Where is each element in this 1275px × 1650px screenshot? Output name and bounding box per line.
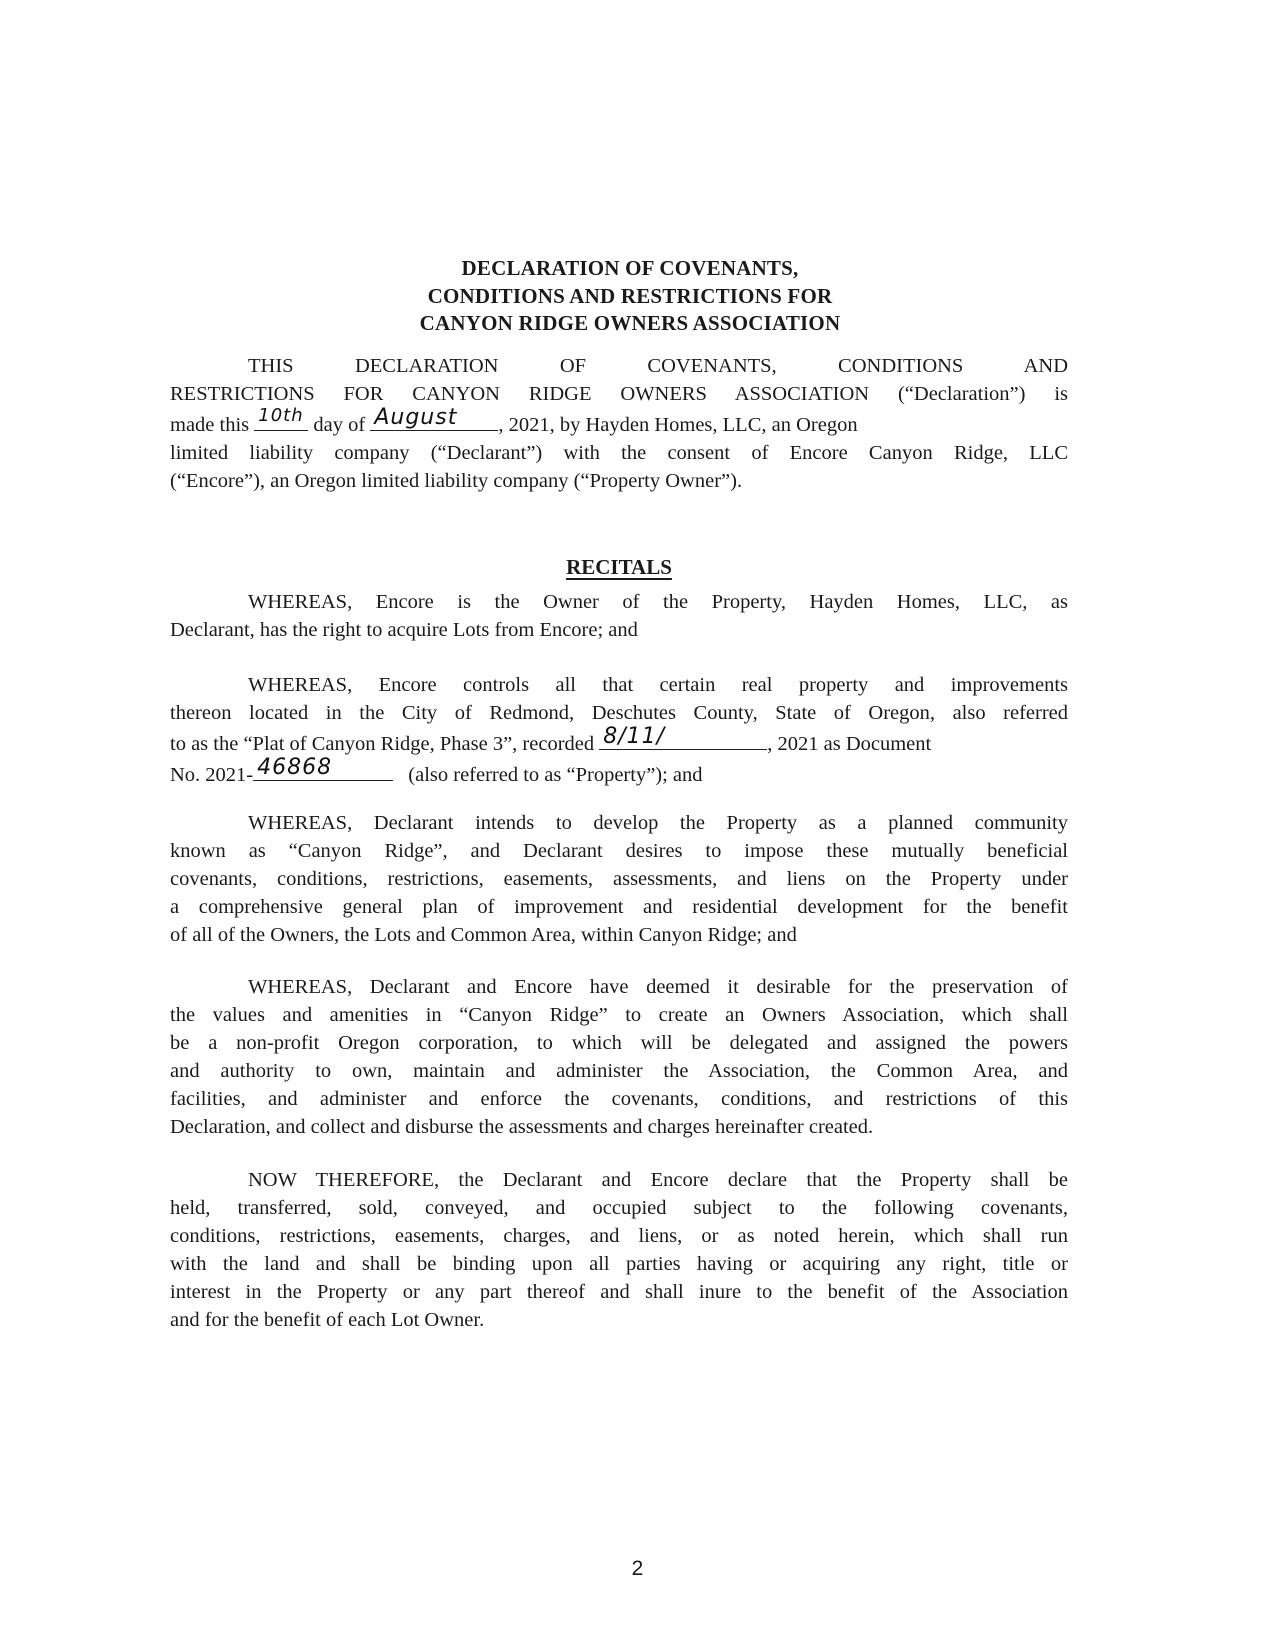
title-line-3: CANYON RIDGE OWNERS ASSOCIATION	[419, 311, 841, 335]
document-title	[170, 255, 1090, 338]
title-line-1: DECLARATION OF COVENANTS,	[461, 256, 799, 280]
intro-paragraph	[170, 352, 1068, 495]
intro-line-4: limited liability company (“Declarant”) with the consent of Encore Canyon Ridge, LLC	[170, 442, 1068, 464]
now-therefore-paragraph: NOW THEREFORE, the Declarant and Encore declare that the Property shall be held, transferred, sold, conveyed, and occupied subject to the following covenants, conditions, restrictions, easements, charges, and liens, or as noted herein, which shall run with the land and shall be binding upon all parties having or acquiring any right, title or interest in the Property or any part thereof and shall inure to the benefit of the Association and for the benefit of each Lot Owner.	[170, 1169, 1068, 1331]
recital-paragraph-3: WHEREAS, Declarant intends to develop the Property as a planned community known as “Canyon Ridge”, and Declarant desires to impose these mutually beneficial covenants, conditions, restrictions, easements, assessments, and liens on the Property under a comprehensive general plan of improvement and residential development for the benefit of all of the Owners, the Lots and Common Area, within Canyon Ridge; and	[170, 812, 1068, 946]
intro-line-1: THIS DECLARATION OF COVENANTS, CONDITIONS AND	[248, 355, 1068, 377]
document-number-blank	[253, 755, 393, 781]
intro-line-5: (“Encore”), an Oregon limited liability company (“Property Owner”).	[170, 470, 743, 492]
recital-paragraph-4: WHEREAS, Declarant and Encore have deemed it desirable for the preservation of the values and amenities in “Canyon Ridge” to create an Owners Association, which shall be a non-profit Oregon corporation, to which will be delegated and assigned the powers and authority to own, maintain and administer the Association, the Common Area, and facilities, and administer and enforce the covenants, conditions, and restrictions of this Declaration, and collect and disburse the assessments and charges hereinafter created.	[170, 976, 1068, 1138]
title-line-2: CONDITIONS AND RESTRICTIONS FOR	[427, 283, 833, 308]
handwritten-month: August	[374, 405, 458, 430]
recital-paragraph-1: WHEREAS, Encore is the Owner of the Property, Hayden Homes, LLC, as Declarant, has the right to acquire Lots from Encore; and	[170, 591, 1068, 641]
intro-line-2: RESTRICTIONS FOR CANYON RIDGE OWNERS ASSOCIATION (“Declaration”) is	[170, 383, 1068, 405]
intro-line-3: made this 10th day of August , 2021, by Hayden Homes, LLC, an Oregon	[170, 408, 1068, 439]
recitals-heading: RECITALS	[566, 555, 672, 579]
day-blank	[254, 405, 308, 431]
recorded-date-blank	[599, 724, 767, 750]
page-number: 2	[631, 1557, 644, 1580]
month-blank	[370, 405, 498, 431]
recital-paragraph-2: WHEREAS, Encore controls all that certain real property and improvements thereon located in the City of Redmond, Deschutes County, State of Oregon, also referred to as the “Plat of Canyon Ridge, Phase 3”, recorded 8/11/ , 2021 as Document No. 2021- 46868 (also referred to as “Property”); and	[170, 674, 1068, 786]
handwritten-day: 10th	[258, 405, 304, 426]
handwritten-document-number: 46868	[257, 755, 333, 780]
handwritten-recorded-date: 8/11/	[603, 724, 666, 749]
